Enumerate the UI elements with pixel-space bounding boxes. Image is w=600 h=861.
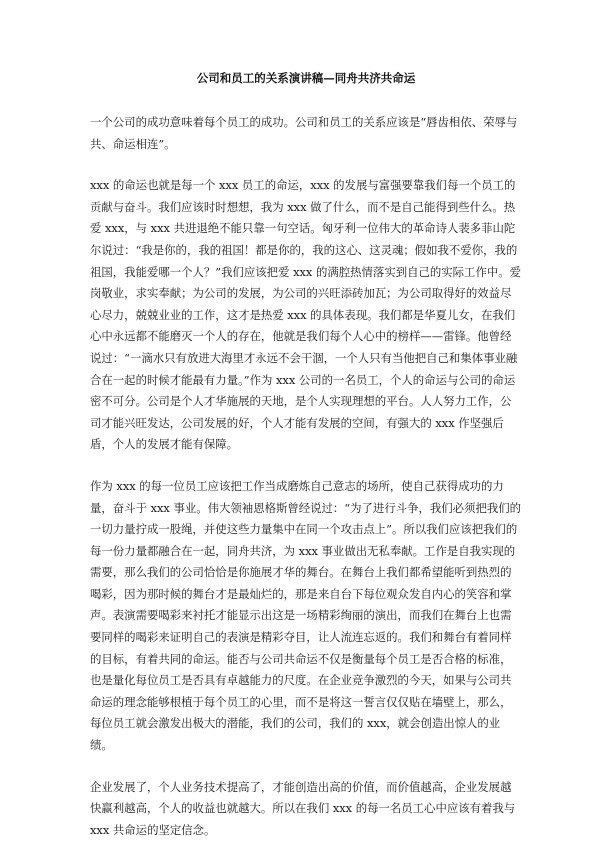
document-title: 公司和员工的关系演讲稿—同舟共济共命运 (196, 71, 416, 85)
paragraph-body-1: xxx 的命运也就是每一个 xxx 员工的命运，xxx 的发展与富强要靠我们每一个员工的贡献与奋斗。我们应该时时想想，我为 xxx 做了什么，而不是自己能得到些什么。热爱 xxx，与 xxx 共进退绝不能只靠一句空话。匈牙利一位伟大的革命诗人裴多菲山陀尔说过：“我是你的，我的祖国！都是你的，我的这心、这灵魂；假如我不爱你，我的祖国，我能爱哪一个人？”我们应该把爱 xxx 的满腔热情落实到自己的实际工作中。爱岗敬业，求实奉献；为公司的发展，为公司的兴旺添砖加瓦；为公司取得好的效益尽心尽力，兢兢业业的工作，这才是热爱 xxx 的具体表现。我们都是华夏儿女，在我们心中永远都不能磨灭一个人的存在，他就是我们每个人心中的榜样——雷锋。他曾经说过：“一滴水只有放进大海里才永远不会干涸，一个人只有当他把自己和集体事业融合在一起的时候才能最有力量。”作为 xxx 公司的一名员工，个人的命运与公司的命运密不可分。公司是个人才华施展的天地，是个人实现理想的平台。人人努力工作，公司才能兴旺发达，公司发展的好，个人才能有发展的空间，有强大的 xxx 作坚强后盾，个人的发展才能有保障。 (90, 178, 522, 452)
paragraph-body-2: 作为 xxx 的每一位员工应该把工作当成磨炼自己意志的场所，使自己获得成功的力量，奋斗于 xxx 事业。伟大领袖恩格斯曾经说过：“为了进行斗争，我们必须把我们的一切力量拧成一股绳，并使这些力量集中在同一个攻击点上”。所以我们应该把我们的每一份力量都融合在一起，同舟共济，为 xxx 事业做出无私奉献。工作是自我实现的需要，那么我们的公司恰恰是你施展才华的舞台。在舞台上我们都希望能听到热烈的喝彩，因为那时候的舞台才是最灿烂的，那是来自台下每位观众发自内心的笑容和掌声。表演需要喝彩来衬托才能显示出这是一场精彩绚丽的演出，而我们在舞台上也需要同样的喝彩来证明自己的表演是精彩夺目，让人流连忘返的。我们和舞台有着同样的目标，有着共同的命运。能否与公司共命运不仅是衡量每个员工是否合格的标准，也是量化每位员工是否具有卓越能力的尺度。在企业竞争激烈的今天，如果与公司共命运的理念能够根植于每个员工的心里，而不是将这一誓言仅仅贴在墙壁上，那么，每位员工就会激发出极大的潜能，我们的公司，我们的 xxx，就会创造出惊人的业绩。 (90, 478, 522, 753)
paragraph-conclusion: 企业发展了，个人业务技术提高了，才能创造出高的价值，而价值越高，企业发展越快赢利越高，个人的收益也就越大。所以在我们 xxx 的每一名员工心中应该有着我与 xxx 共命运的坚定信念。 (90, 779, 516, 837)
paragraph-intro: 一个公司的成功意味着每个员工的成功。公司和员工的关系应该是“唇齿相依、荣辱与共、命运相连”。 (90, 115, 518, 151)
document-page (90, 70, 522, 861)
